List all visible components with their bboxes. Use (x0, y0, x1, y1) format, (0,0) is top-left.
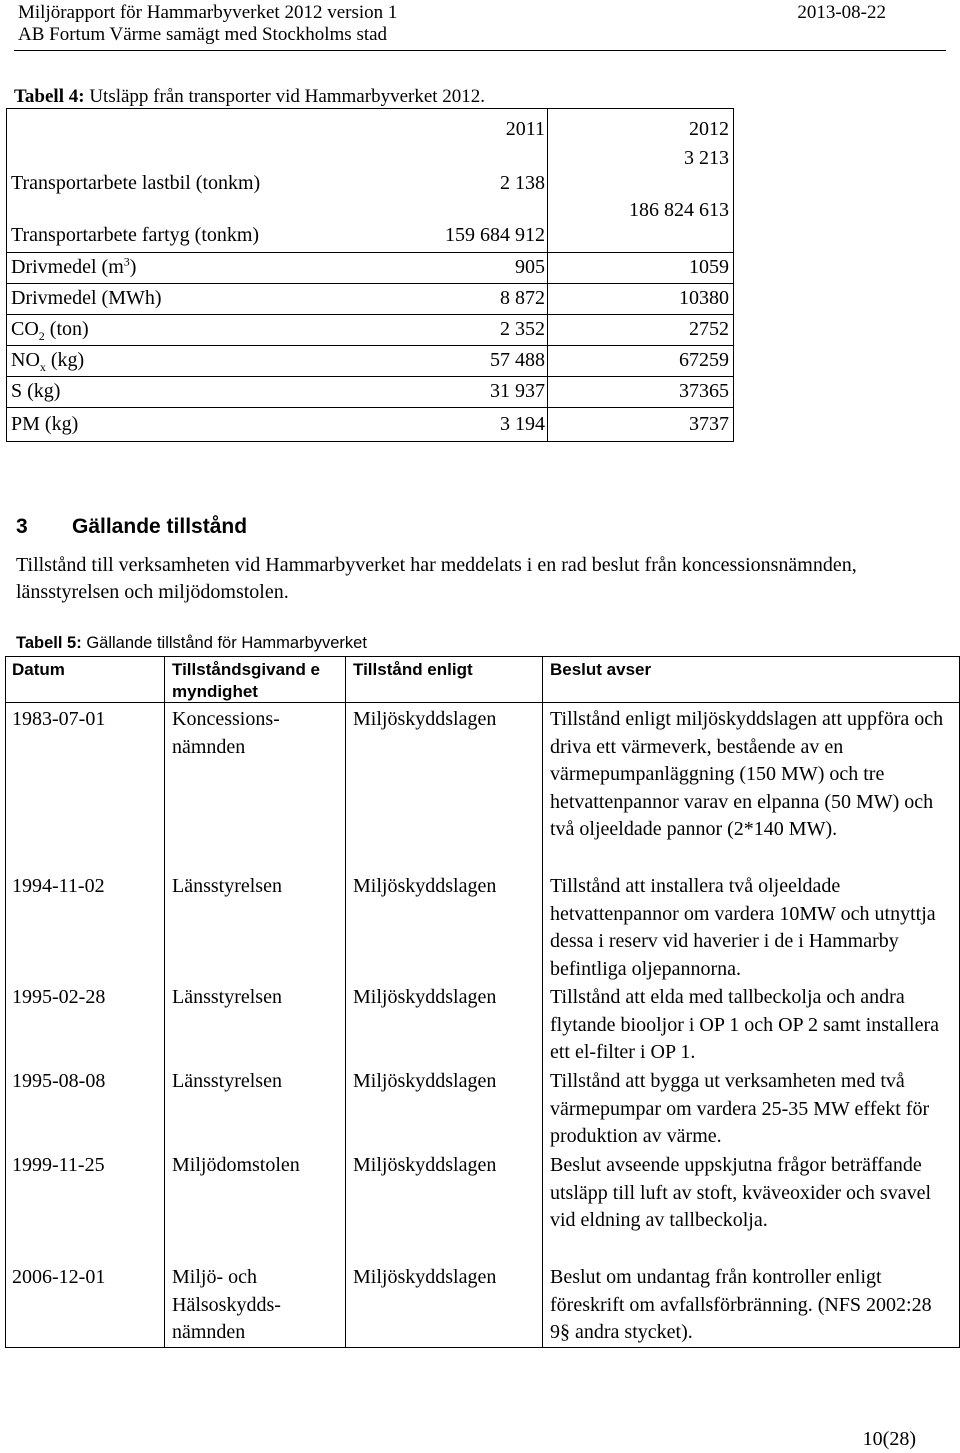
doc-title: Miljörapport för Hammarbyverket 2012 version 1 (18, 2, 398, 23)
table5-beslut: Beslut om undantag från kontroller enligt föreskrift om avfallsförbränning. (NFS 2002:28 9§ andra stycket). (550, 1266, 932, 1343)
table5-beslut: Tillstånd att installera två oljeeldade hetvattenpannor om vardera 10MW och utnyttja dessa i reserv vid haverier i de i Hammarby befintliga oljepannorna. (550, 875, 936, 980)
table5-enligt: Miljöskyddslagen (353, 875, 497, 897)
table4-header-2012: 2012 (689, 118, 729, 140)
table4-value-2012: 2752 (689, 318, 729, 340)
table4-value-2011: 2 352 (500, 318, 545, 340)
table5-myndighet: Koncessions- nämnden (172, 708, 280, 758)
table5-enligt: Miljöskyddslagen (353, 708, 497, 730)
table4-row-label: Drivmedel $(m^3)$ (11, 254, 137, 278)
table5-beslut: Tillstånd att bygga ut verksamheten med två värmepumpar om vardera 25-35 MW effekt för produktion av värme. (550, 1070, 930, 1147)
section-number: 3 (16, 515, 28, 538)
header-divider (14, 50, 946, 51)
table5-myndighet: Länsstyrelsen (172, 986, 282, 1008)
table5-header-beslut: Beslut avser (550, 660, 652, 679)
table4-value-2011: 2 138 (500, 172, 545, 194)
table5-caption (16, 634, 367, 653)
table4-value-2012: 37365 (679, 380, 729, 402)
section-heading (16, 515, 247, 539)
table4-row-label: $NO_x$ (kg) (11, 349, 85, 374)
table4-value-2011: 57 488 (490, 349, 545, 371)
table4-value-2011: 31 937 (490, 380, 545, 402)
page-number: 10(28) (862, 1428, 916, 1450)
table4-row-label: $CO_2$ (ton) (11, 318, 89, 343)
table4-value-2011: 8 872 (500, 287, 545, 309)
table4-value-2012: 3737 (689, 413, 729, 435)
table4-header-2011: 2011 (505, 118, 545, 140)
table5-header-enligt: Tillstånd enligt (353, 660, 473, 679)
table5-col-divider (164, 657, 165, 1347)
table4-value-2012: 67259 (679, 349, 729, 371)
table4-caption (14, 86, 485, 108)
permits-table (5, 656, 960, 1348)
table4-row-label: S (kg) (11, 380, 61, 402)
table5-enligt: Miljöskyddslagen (353, 986, 497, 1008)
table5-enligt: Miljöskyddslagen (353, 1266, 497, 1288)
table5-datum: 1995-02-28 (12, 986, 106, 1008)
table4-row-divider (7, 376, 733, 377)
table5-header-datum: Datum (12, 660, 65, 679)
table5-myndighet: Länsstyrelsen (172, 1070, 282, 1092)
table4-row-divider (7, 314, 733, 315)
table4-row-divider (7, 345, 733, 346)
table4-caption-label: Tabell 4: (14, 86, 85, 107)
table4-value-2011: 905 (515, 256, 545, 278)
table5-myndighet: Miljö- och Hälsoskydds- nämnden (172, 1266, 281, 1343)
table5-header-myndighet: Tillståndsgivand e myndighet (172, 660, 321, 701)
table4-value-2012: 10380 (679, 287, 729, 309)
table5-enligt: Miljöskyddslagen (353, 1154, 497, 1176)
table4-value-2012: 186 824 613 (629, 199, 729, 221)
table4-value-2012: 3 213 (684, 147, 729, 169)
table5-caption-label: Tabell 5: (16, 634, 82, 652)
doc-date: 2013-08-22 (797, 2, 886, 23)
table5-myndighet: Miljödomstolen (172, 1154, 300, 1176)
table4-value-2012: 1059 (689, 256, 729, 278)
table4-row-divider (7, 283, 733, 284)
table4-col-divider (547, 109, 548, 441)
table5-beslut: Beslut avseende uppskjutna frågor beträffande utsläpp till luft av stoft, kväveoxider och svavel vid eldning av tallbeckolja. (550, 1154, 932, 1231)
table4-row-label: Transportarbete lastbil (tonkm) (11, 172, 261, 194)
table5-datum: 1994-11-02 (12, 875, 105, 897)
table4-row-divider (7, 407, 733, 408)
table5-datum: 2006-12-01 (12, 1266, 106, 1288)
table4-row-divider (7, 252, 733, 253)
table5-datum: 1999-11-25 (12, 1154, 105, 1176)
table5-header-divider (6, 702, 959, 703)
table4-caption-text: Utsläpp från transporter vid Hammarbyverket 2012. (89, 86, 486, 107)
table5-datum: 1995-08-08 (12, 1070, 106, 1092)
table4-row-label: Transportarbete fartyg (tonkm) (11, 224, 260, 246)
table4-row-label: Drivmedel (MWh) (11, 287, 162, 309)
table5-datum: 1983-07-01 (12, 708, 106, 730)
table4-value-2011: 159 684 912 (445, 224, 545, 246)
table4-value-2011: 3 194 (500, 413, 545, 435)
table5-col-divider (345, 657, 346, 1347)
table5-beslut: Tillstånd enligt miljöskyddslagen att uppföra och driva ett värmeverk, bestående av en värmepumpanläggning (150 MW) och tre hetvattenpannor varav en elpanna (50 MW) och två oljeeldade pannor (2*140 MW). (550, 708, 944, 840)
table5-enligt: Miljöskyddslagen (353, 1070, 497, 1092)
table4-row-label: PM (kg) (11, 413, 79, 435)
section-title: Gällande tillstånd (72, 515, 248, 538)
doc-org: AB Fortum Värme samägt med Stockholms stad (18, 24, 388, 45)
table5-caption-text: Gällande tillstånd för Hammarbyverket (86, 634, 367, 652)
table5-myndighet: Länsstyrelsen (172, 875, 282, 897)
section-paragraph: Tillstånd till verksamheten vid Hammarbyverket har meddelats i en rad beslut från koncessionsnämnden, länsstyrelsen och miljödomstolen. (16, 554, 857, 603)
table5-beslut: Tillstånd att elda med tallbeckolja och andra flytande biooljor i OP 1 och OP 2 samt installera ett el-filter i OP 1. (550, 986, 940, 1063)
page-header (0, 0, 960, 48)
emissions-table (6, 108, 734, 442)
